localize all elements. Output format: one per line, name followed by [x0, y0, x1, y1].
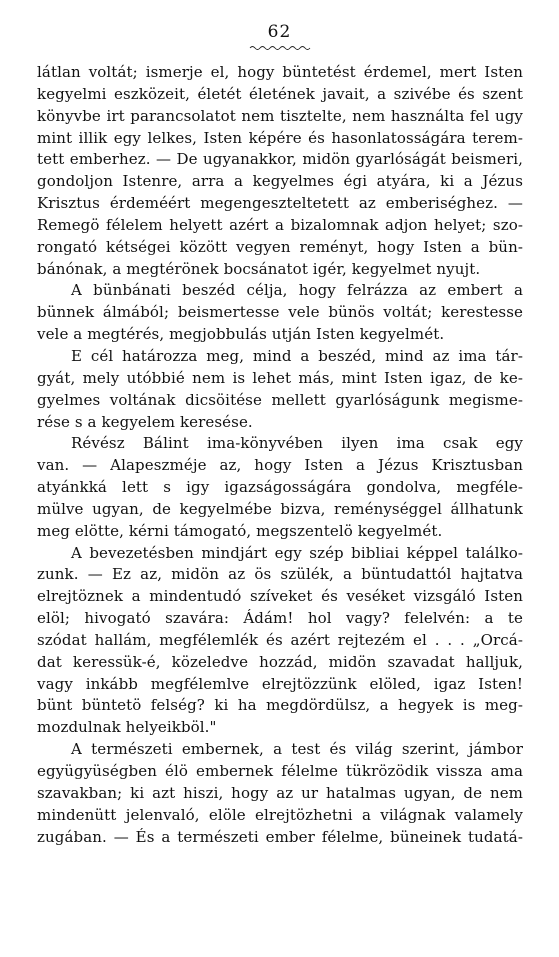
- text-line: gondoljon Istenre, arra a kegyelmes égi atyára, ki a Jézus: [37, 172, 523, 191]
- text-line: mozdulnak helyeikböl.": [37, 718, 217, 737]
- text-line: tett emberhez. — De ugyanakkor, midön gyarlóságát beismeri,: [37, 150, 523, 169]
- page-number: 62: [267, 22, 292, 42]
- text-line: E cél határozza meg, mind a beszéd, mind az ima tár-: [71, 346, 523, 365]
- text-line: vele a megtérés, megjobbulás utján Isten kegyelmét.: [37, 325, 445, 344]
- text-line: együgyüségben élö embernek félelme tükrözödik vissza ama: [37, 762, 523, 780]
- text-line: mindenütt jelenvaló, elöle elrejtözhetni a világnak valamely: [37, 805, 523, 824]
- text-line: Remegö félelem helyett azért a bizalomnak adjon helyet; szo-: [37, 215, 523, 234]
- text-line: szavakban; ki azt hiszi, hogy az ur hatalmas ugyan, de nem: [37, 783, 523, 802]
- text-line: A bevezetésben mindjárt egy szép bibliai képpel találko-: [71, 543, 523, 562]
- text-line: könyvbe irt parancsolatot nem tisztelte, nem használta fel ugy: [37, 106, 523, 125]
- text-line: szódat hallám, megfélemlék és azért rejtezém el . . . „Orcá-: [37, 630, 523, 649]
- text-line: dat keressük-é, közeledve hozzád, midön szavadat halljuk,: [37, 652, 523, 671]
- text-line: Krisztus érdeméért megengeszteltetett az emberiséghez. —: [37, 194, 523, 213]
- body-text: [37, 62, 523, 848]
- text-line: zugában. — És a természeti ember félelme, büneinek tudatá-: [37, 827, 523, 846]
- text-line: A természeti embernek, a test és világ szerint, jámbor: [71, 740, 523, 759]
- text-line: van. — Alapeszméje az, hogy Isten a Jézus Krisztusban: [37, 456, 523, 475]
- text-line: bünt büntetö felség? ki ha megdördülsz, a hegyek is meg-: [37, 696, 523, 715]
- text-line: Révész Bálint ima-könyvében ilyen ima csak egy: [71, 434, 523, 453]
- text-line: vagy inkább megfélemlve elrejtözzünk elöled, igaz Isten!: [37, 674, 523, 693]
- text-line: gyelmes voltának dicsöitése mellett gyarlóságunk megisme-: [37, 390, 523, 409]
- text-line: rongató kétségei között vegyen reményt, hogy Isten a bün-: [37, 237, 523, 256]
- text-line: mint illik egy lelkes, Isten képére és hasonlatosságára terem-: [37, 128, 523, 147]
- text-line: rése s a kegyelem keresése.: [37, 412, 253, 431]
- text-line: mülve ugyan, de kegyelmébe bizva, reménységgel állhatunk: [37, 499, 523, 518]
- text-line: bánónak, a megtérönek bocsánatot igér, kegyelmet nyujt.: [37, 259, 481, 278]
- text-line: atyánkká lett s igy igazságosságára gondolva, megféle-: [37, 478, 523, 497]
- text-line: elrejtöznek a mindentudó szíveket és veséket vizsgáló Isten: [37, 587, 523, 606]
- text-line: A bünbánati beszéd célja, hogy felrázza az embert a: [71, 281, 523, 300]
- text-line: kegyelmi eszközeit, életét életének javait, a szivébe és szent: [37, 84, 523, 103]
- text-line: bünnek álmából; beismertesse vele bünös voltát; kerestesse: [37, 303, 523, 322]
- wavy-rule-ornament: [249, 44, 311, 52]
- text-line: zunk. — Ez az, midön az ös szülék, a büntudattól hajtatva: [37, 565, 523, 584]
- text-line: gyát, mely utóbbié nem is lehet más, mint Isten igaz, de ke-: [37, 368, 523, 387]
- text-line: meg elötte, kérni támogató, megszentelö kegyelmét.: [37, 521, 443, 540]
- text-line: látlan voltát; ismerje el, hogy büntetést érdemel, mert Isten: [37, 63, 523, 81]
- text-line: elöl; hivogató szavára: Ádám! hol vagy? felelvén: a te: [37, 609, 523, 628]
